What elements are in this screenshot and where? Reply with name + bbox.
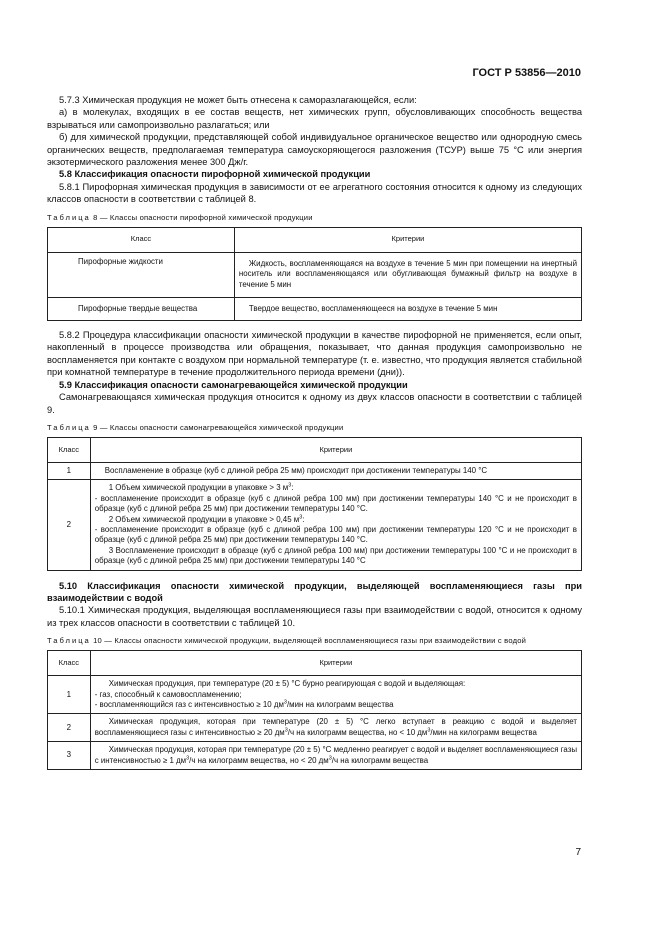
section-5-10-1: 5.10.1 Химическая продукция, выделяющая воспламеняющиеся газы при взаимодействии с водой, относится к одному из трех классов опасности в соответствии с таблицей 10.	[47, 605, 582, 628]
section-5-8-2: 5.8.2 Процедура классификации опасности химической продукции в качестве пирофорной не применяется, если опыт, накопленный в процессе производства или обращения, показывает, что данная продукция самопроизвольно не воспламеняется при контакте с воздухом при нормальной температуре (т. е. известно, что продукция является стабильной при комнатной температуре в течение продолжительного периода времени (дни)).	[47, 330, 582, 378]
table-10-caption	[47, 635, 582, 646]
class-cell: Пирофорные твердые вещества	[48, 297, 235, 320]
table-caption-text: 10 — Классы опасности химической продукции, выделяющей воспламеняющиеся газы при взаимодействии с водой	[93, 636, 527, 646]
table-row	[48, 714, 582, 742]
section-5-9-text: Самонагревающаяся химическая продукция относится к одному из двух классов опасности в соответствии с таблицей 9.	[47, 392, 582, 415]
heading-5-8: 5.8 Классификация опасности пирофорной химической продукции	[59, 169, 371, 180]
header-class: Класс	[48, 437, 91, 462]
header-class: Класс	[48, 227, 235, 252]
page-number: 7	[575, 847, 581, 858]
table-row	[48, 480, 582, 570]
criteria-cell: Жидкость, воспламеняющаяся на воздухе в течение 5 мин при помещении на инертный носитель или воспламеняющаяся или обугливающая бумажный фильтр на воздухе в течение 5 мин	[234, 252, 581, 297]
section-5-7-3-b: б) для химической продукции, представляющей собой индивидуальное органическое вещество или однородную смесь органических веществ, предполагаемая температура самоускоряющегося разложения (ТСУР) выше 75 °С или энергия экзотермического разложения менее 300 Дж/г.	[47, 132, 582, 168]
document-header: ГОСТ Р 53856—2010	[472, 67, 581, 79]
criteria-cell: Химическая продукция, которая при температуре (20 ± 5) °С медленно реагирует с водой и выделяет воспламеняющиеся газы с интенсивностью ≥ 1 $дм^3/ч$ на килограмм вещества, но < 20 $дм^3/ч$ на килограмм вещества	[90, 742, 581, 770]
table-caption-text: 8 — Классы опасности пирофорной химической продукции	[93, 212, 313, 222]
table-9	[47, 437, 582, 571]
class-cell: 1	[48, 676, 91, 714]
table-row	[48, 252, 582, 297]
header-criteria: Критерии	[234, 227, 581, 252]
header-criteria: Критерии	[90, 437, 581, 462]
section-5-8-1: 5.8.1 Пирофорная химическая продукция в зависимости от ее агрегатного состояния относится к одному из следующих классов опасности в соответствии с таблицей 8.	[47, 181, 582, 205]
table-header-row	[48, 437, 582, 462]
table-label: Таблица	[47, 422, 91, 432]
class-cell: 2	[48, 480, 91, 570]
criteria-line: - воспламенение происходит в образце (куб с длиной ребра 100 мм) при достижении температуры 120 °С и не происходит в образце (куб с длиной ребра 25 мм) при достижении температуры 140 °С.	[94, 524, 577, 545]
table-header-row	[48, 227, 582, 252]
document-body	[47, 94, 582, 770]
heading-5-9: 5.9 Классификация опасности самонагревающейся химической продукции	[59, 379, 408, 390]
criteria-line: 3 Воспламенение происходит в образце (куб с длиной ребра 100 мм) при достижении температуры 100 °С и не происходит в образце (куб с длиной ребра 25 мм) при достижении температуры 140 °С	[94, 545, 577, 566]
section-5-7-3-a: а) в молекулах, входящих в ее состав веществ, нет химических групп, обусловливающих способность вещества взрываться или самопроизвольно разлагаться; или	[47, 107, 582, 130]
criteria-line: Химическая продукция, при температуре (20 ± 5) °С бурно реагирующая с водой и выделяющая:	[108, 679, 466, 689]
heading-5-10: 5.10 Классификация опасности химической продукции, выделяющей воспламеняющиеся газы при взаимодействии с водой	[47, 580, 582, 603]
table-8	[47, 227, 582, 321]
table-label: Таблица	[47, 636, 91, 646]
criteria-line: - воспламенение происходит в образце (куб с длиной ребра 100 мм) при достижении температуры 140 °С и не происходит в образце (куб с длиной ребра 25 мм) при достижении температуры 140 °С.	[94, 493, 577, 514]
class-cell: 3	[48, 742, 91, 770]
header-criteria: Критерии	[90, 651, 581, 676]
criteria-line: - газ, способный к самовоспламенению;	[94, 689, 242, 699]
section-5-7-3: 5.7.3 Химическая продукция не может быть отнесена к саморазлагающейся, если:	[59, 95, 417, 105]
table-row	[48, 742, 582, 770]
criteria-cell: Химическая продукция, которая при температуре (20 ± 5) °С легко вступает в реакцию с водой и выделяет воспламеняющиеся газы с интенсивностью ≥ 20 $дм^3/ч$ на килограмм вещества, но < 10 $дм^3$/мин на килограмм вещества	[90, 714, 581, 742]
table-9-caption	[47, 422, 582, 433]
criteria-line: 1 Объем химической продукции в упаковке > 3 $м^3$:	[108, 482, 294, 493]
criteria-cell	[90, 480, 581, 570]
table-header-row	[48, 651, 582, 676]
table-label: Таблица	[47, 212, 91, 222]
table-8-caption	[47, 212, 582, 223]
criteria-cell: Твердое вещество, воспламеняющееся на воздухе в течение 5 мин	[234, 297, 581, 320]
class-cell: Пирофорные жидкости	[48, 252, 235, 297]
class-cell: 1	[48, 462, 91, 479]
header-class: Класс	[48, 651, 91, 676]
criteria-line: - воспламеняющийся газ с интенсивностью ≥ 10 $дм^3$/мин на килограмм вещества	[94, 699, 394, 709]
criteria-line: 2 Объем химической продукции в упаковке > 0,45 $м^3$:	[108, 513, 305, 524]
table-caption-text: 9 — Классы опасности самонагревающейся химической продукции	[93, 422, 344, 432]
table-row	[48, 676, 582, 714]
table-10	[47, 650, 582, 770]
criteria-cell: Воспламенение в образце (куб с длиной ребра 25 мм) происходит при достижении температуры 140 °С	[90, 462, 581, 479]
table-row	[48, 297, 582, 320]
criteria-cell	[90, 676, 581, 714]
class-cell: 2	[48, 714, 91, 742]
table-row	[48, 462, 582, 479]
